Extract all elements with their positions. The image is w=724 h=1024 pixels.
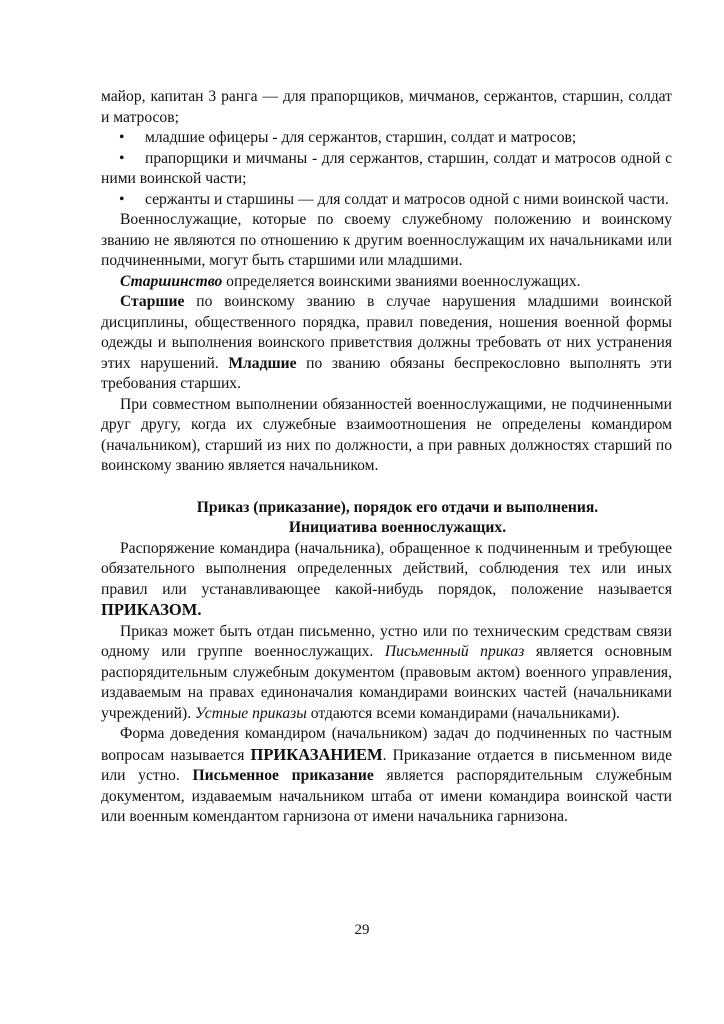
- section-heading: [101, 498, 672, 539]
- bullet-icon: •: [119, 129, 125, 146]
- bullet-text: младшие офицеры - для сержантов, старшин, солдат и матросов;: [145, 129, 577, 146]
- paragraph-servicemen: Военнослужащие, которые по своему служебному положению и воинскому званию не являются по отношению к другим военнослужащим их начальниками или подчиненными, могут быть старшими или младшими.: [101, 211, 672, 269]
- bullet-icon: •: [119, 149, 125, 167]
- bullet-item-sergeants: [101, 190, 672, 211]
- term-written-instruction: Письменное приказание: [192, 767, 374, 784]
- paragraph-order-forms: Приказ может быть отдан письменно, устно или по техническим средствам связи одному или группе военнослужащих. Письменный приказ является основным распорядительным служебным документом (правовым актом) военного управления, издаваемым на правах единоначалия командирами воинских частей (начальниками учреждений). Устные приказы отдаются всеми командирами (начальниками).: [101, 622, 672, 722]
- term-seniors: Старшие: [120, 293, 185, 310]
- term-order: ПРИКАЗОМ.: [101, 600, 202, 619]
- heading-line-1: Приказ (приказание), порядок его отдачи и выполнения.: [196, 498, 599, 516]
- paragraph-intro: майор, капитан 3 ранга — для прапорщиков, мичманов, сержантов, старшин, солдат и матросов;: [101, 88, 672, 126]
- page-body: [101, 87, 672, 828]
- bullet-item-junior-officers: [101, 128, 672, 149]
- term-oral-orders: Устные приказы: [195, 704, 307, 722]
- bullet-text: сержанты и старшины — для солдат и матросов одной с ними воинской части.: [145, 190, 669, 208]
- bullet-icon: •: [119, 190, 125, 208]
- paragraph-instruction: Форма доведения командиром (начальником) задач до подчиненных по частным вопросам называется ПРИКАЗАНИЕМ. Приказание отдается в письменном виде или устно. Письменное приказание является распорядительным служебным документом, издаваемым начальником штаба от имени командира воинской части или военным комендантом гарнизона от имени начальника гарнизона.: [101, 725, 672, 825]
- page-number: 29: [354, 922, 370, 938]
- paragraph-seniors: Старшие по воинскому званию в случае нарушения младшими воинской дисциплины, общественного порядка, правил поведения, ношения военной формы одежды и выполнения воинского приветствия должны требовать от них устранения этих нарушений. Младшие по званию обязаны беспрекословно выполнять эти требования старших.: [101, 293, 672, 392]
- term-seniority: Старшинство: [120, 272, 223, 290]
- term-written-order: Письменный приказ: [384, 643, 525, 660]
- term-juniors: Младшие: [228, 354, 297, 372]
- paragraph-seniority: Старшинство определяется воинскими званиями военнослужащих.: [120, 272, 581, 290]
- bullet-text: прапорщики и мичманы - для сержантов, старшин, солдат и матросов одной с ними воинской части;: [101, 149, 672, 187]
- paragraph-order-definition: Распоряжение командира (начальника), обращенное к подчиненным и требующее обязательного выполнения определенных действий, соблюдения тех или иных правил или устанавливающее какой-нибудь порядок, положение называется ПРИКАЗОМ.: [101, 539, 672, 619]
- bullet-item-warrant-officers: [101, 149, 672, 190]
- paragraph-joint-duties: При совместном выполнении обязанностей военнослужащими, не подчиненными друг другу, когда их служебные взаимоотношения не определены командиром (начальником), старший из них по должности, а при равных должностях старший по воинскому званию является начальником.: [101, 395, 672, 474]
- term-instruction: ПРИКАЗАНИЕМ: [250, 744, 383, 764]
- heading-line-2: Инициатива военнослужащих.: [288, 519, 507, 536]
